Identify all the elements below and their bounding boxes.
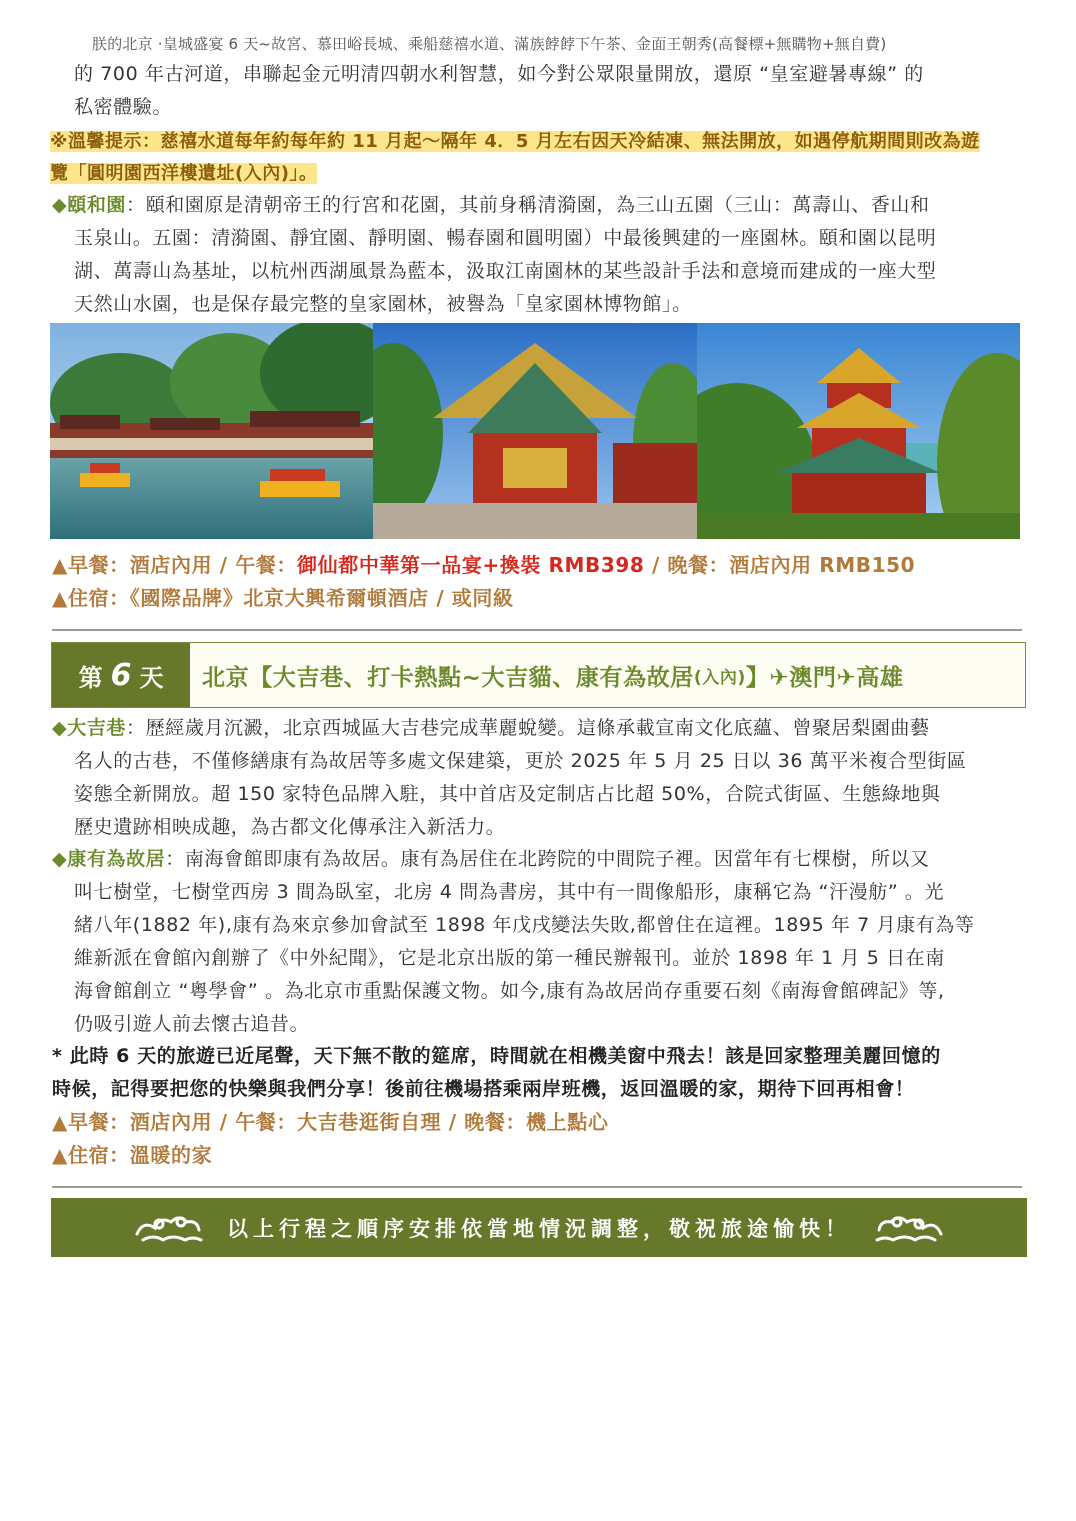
lunch-highlight: 御仙都中華第一品宴+換裝 RMB398 — [297, 553, 645, 577]
day-title-note: (入內) — [693, 667, 746, 688]
diamond-bullet-icon: ◆ — [52, 717, 68, 739]
paragraph-text: 叫七樹堂，七樹堂西房 3 間為臥室，北房 4 問為書房，其中有一間像船形，康稱它為 “汗漫舫” 。光 — [74, 881, 945, 903]
meal-text: / 晚餐：酒店內用 RMB150 — [644, 553, 916, 577]
closing-line: 時候，記得要把您的快樂與我們分享！後前往機場搭乘兩岸班機，返回溫暖的家，期待下回再相會！ — [52, 1078, 915, 1100]
footer-banner — [51, 1198, 1027, 1257]
paragraph-text: 名人的古巷，不僅修繕康有為故居等多處文保建築，更於 2025 年 5 月 25 日以 36 萬平米複合型街區 — [74, 750, 967, 772]
paragraph-text: 姿態全新開放。超 150 家特色品牌入駐，其中首店及定制店占比超 50%，合院式街區、生態綠地與 — [74, 783, 941, 805]
closing-remark — [52, 1040, 1028, 1106]
warm-tip — [50, 126, 1028, 190]
closing-line: * 此時 6 天的旅遊已近尾聲，天下無不散的筵席，時間就在相機美窗中飛去！該是回家整理美麗回憶的 — [52, 1045, 941, 1067]
day-prefix: 第 — [78, 663, 103, 692]
paragraph-text: 海會館創立 “粵學會” 。為北京市重點保護文物。如今,康有為故居尚存重要石刻《南海會館碑記》等, — [74, 980, 945, 1002]
dajixiang-paragraph — [52, 712, 1028, 844]
intro-line: 私密體驗。 — [74, 96, 173, 118]
cloud-ornament-icon — [869, 1206, 949, 1250]
tower-of-buddhist-incense-photo — [697, 323, 1020, 539]
paragraph-text: ：南海會館即康有為故居。康有為居住在北跨院的中間院子裡。因當年有七棵樹，所以又 — [165, 848, 930, 870]
day5-meals — [52, 549, 1028, 578]
paragraph-text: 緒八年(1882 年),康有為來京參加會試至 1898 年戊戌變法失敗,都曾住在這裡。1895 年 7 月康有為等 — [74, 914, 975, 936]
suzhou-street-photo — [50, 323, 373, 539]
day-suffix: 天 — [139, 663, 164, 692]
footer-text: 以上行程之順序安排依當地情況調整，敬祝旅途愉快！ — [227, 1216, 851, 1241]
paragraph-text: 歷史遺跡相映成趣，為古都文化傳承注入新活力。 — [74, 816, 506, 838]
day-title-text: 北京【大吉巷、打卡熱點~大吉貓、康有為故居 — [202, 664, 694, 691]
attraction-name: 康有為故居 — [67, 848, 166, 870]
paragraph-text: 維新派在會館內創辦了《中外紀聞》，它是北京出版的第一種民辦報刊。並於 1898 年 1 月 5 日在南 — [74, 947, 945, 969]
intro-paragraph — [52, 58, 1028, 124]
tip-line: ※溫馨提示：慈禧水道每年約每年約 11 月起～隔年 4．5 月左右因天冷結凍、無法開放，如遇停航期間則改為遊 — [50, 131, 980, 152]
kang-residence-paragraph — [52, 843, 1028, 1041]
summer-palace-paragraph — [52, 189, 1028, 321]
diamond-bullet-icon: ◆ — [52, 848, 68, 870]
attraction-name: 頤和園 — [67, 194, 127, 216]
day-title — [190, 643, 1025, 707]
tip-line: 覽「圓明園西洋樓遺址(入內)」。 — [50, 163, 318, 184]
diamond-bullet-icon: ◆ — [52, 194, 68, 216]
day6-hotel: ▲住宿：溫暖的家 — [52, 1143, 213, 1167]
paragraph-text: ：歷經歲月沉澱，北京西城區大吉巷完成華麗蛻變。這條承載宣南文化底蘊、曾聚居梨園曲藝 — [126, 717, 930, 739]
intro-line: 的 700 年古河道，串聯起金元明清四朝水利智慧，如今對公眾限量開放，還原 “皇室避暑專線” 的 — [74, 63, 924, 85]
day-number: 6 — [110, 657, 132, 693]
running-header: 朕的北京 ‧皇城盛宴 6 天~故宮、慕田峪長城、乘船慈禧水道、滿族餑餑下午茶、金面王朝秀(高餐標+無購物+無自費) — [92, 35, 887, 53]
paragraph-text: 玉泉山。五園：清漪園、靜宜園、靜明園、暢春園和圓明園）中最後興建的一座園林。頤和園以昆明 — [74, 227, 937, 249]
paragraph-text: 仍吸引遊人前去懷古追昔。 — [74, 1013, 310, 1035]
attraction-name: 大吉巷 — [67, 717, 127, 739]
photo-strip — [50, 323, 1020, 539]
meal-text: ▲早餐：酒店內用 / 午餐： — [52, 553, 298, 577]
day6-meals: ▲早餐：酒店內用 / 午餐：大吉巷逛街自理 / 晚餐：機上點心 — [52, 1110, 609, 1134]
paragraph-text: ：頤和園原是清朝帝王的行宮和花園，其前身稱清漪園，為三山五園（三山：萬壽山、香山和 — [126, 194, 930, 216]
day-title-text: 】✈澳門✈高雄 — [745, 664, 904, 691]
paragraph-text: 天然山水園，也是保存最完整的皇家園林，被譽為「皇家園林博物館」。 — [74, 293, 692, 315]
day5-hotel: ▲住宿：《國際品牌》北京大興希爾頓酒店 / 或同級 — [52, 586, 514, 610]
day6-banner — [51, 642, 1026, 708]
pavilion-photo — [373, 323, 696, 539]
cloud-ornament-icon — [129, 1206, 209, 1250]
day-number-tag — [52, 643, 190, 707]
section-divider — [52, 1186, 1022, 1188]
section-divider — [52, 629, 1022, 631]
paragraph-text: 湖、萬壽山為基址，以杭州西湖風景為藍本，汲取江南園林的某些設計手法和意境而建成的一座大型 — [74, 260, 937, 282]
